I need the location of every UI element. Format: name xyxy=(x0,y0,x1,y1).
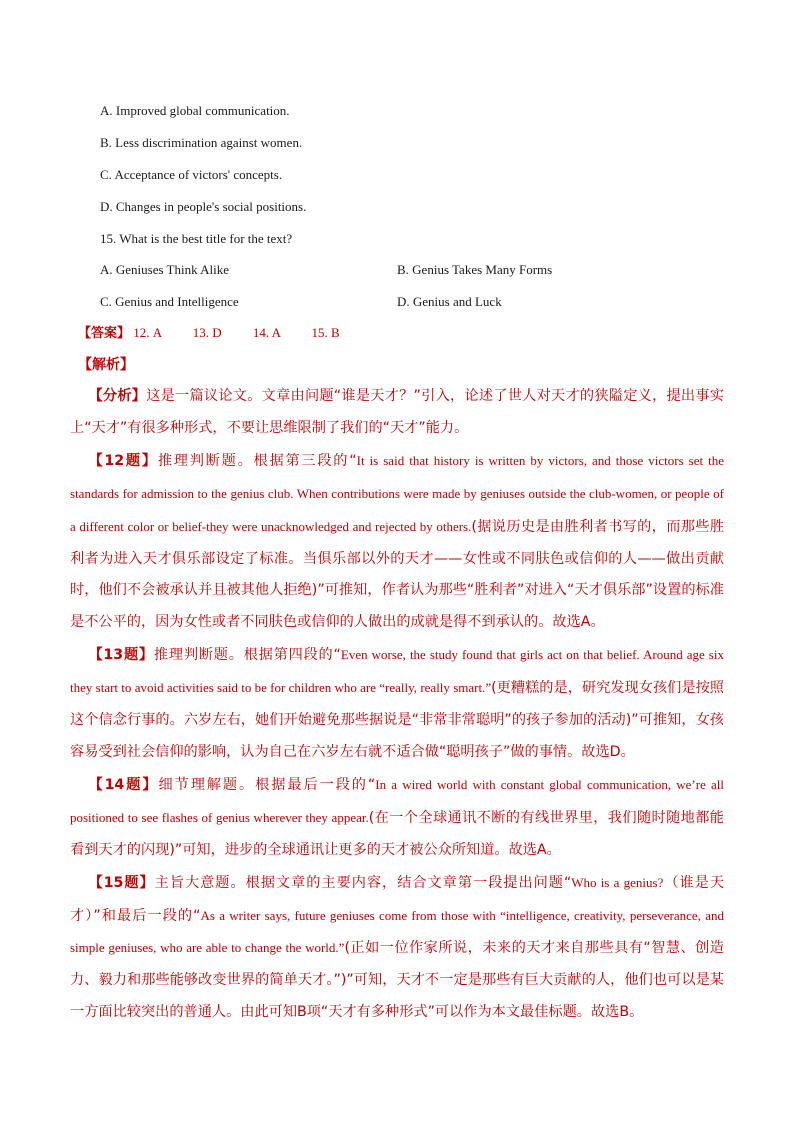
analysis-q13-quote: Even worse, the study found that girls act on that belief. Around age six they start to avoid activities said to be for children who are “really, really smart.” xyxy=(70,647,724,696)
q15-option-d: D. Genius and Luck xyxy=(397,294,502,309)
q14-option-d: D. Changes in people's social positions. xyxy=(100,199,307,214)
analysis-q12-tag: 【12题】 xyxy=(88,452,158,469)
analysis-q13-explain: (更糟糕的是，研究发现女孩们是按照这个信念行事的。六岁左右，她们开始避免那些据说是“非常非常聪明”的孩子参加的活动)”可推知，女孩容易受到社会信仰的影响，认为自己在六岁左右就不适合做“聪明孩子”做的事情。故选D。 xyxy=(70,680,724,760)
analysis-q15-tag: 【15题】 xyxy=(88,874,155,891)
analysis-q15-quote-1: Who is a genius? xyxy=(571,874,664,890)
analysis-q14-quote: In a wired world with constant global communication, we’re all positioned to see flashes of genius wherever they appear. xyxy=(70,776,725,825)
answer-item: 14. A xyxy=(252,325,281,340)
analysis-q12-explain: (据说历史是由胜利者书写的，而那些胜利者为进入天才俱乐部设定了标准。当俱乐部以外的天才——女性或不同肤色或信仰的人——做出贡献时，他们不会被承认并且被其他人拒绝)”可推知，作者认为那些“胜利者”对进入“天才俱乐部”设置的标准是不公平的，因为女性或者不同肤色或信仰的人做出的成就是得不到承认的。故选A。 xyxy=(70,518,725,631)
analysis-summary xyxy=(70,381,724,445)
analysis-q12-quote: It is said that history is written by victors, and those victors set the standards for admission to the genius club. When contributions were made by geniuses outside the club-women, or people of a different color or belief-they were unacknowledged and rejected by others. xyxy=(70,452,724,534)
analysis-q14 xyxy=(70,769,724,867)
analysis-q14-tag: 【14题】 xyxy=(88,776,159,793)
analysis-q14-text: 细节理解题。根据最后一段的“ xyxy=(158,776,376,793)
analysis-summary-text: 这是一篇议论文。文章由问题“谁是天才？”引入，论述了世人对天才的狭隘定义，提出事实上“天才”有很多种形式，不要让思维限制了我们的“天才”能力。 xyxy=(70,388,724,436)
analysis-q12 xyxy=(70,445,724,639)
analysis-q15-text: 主旨大意题。根据文章的主要内容，结合文章第一段提出问题“ xyxy=(154,874,572,891)
analysis-q15 xyxy=(70,867,724,1030)
answer-item: 15. B xyxy=(311,325,340,340)
answer-item: 13. D xyxy=(192,325,222,340)
analysis-q15-text-2: （谁是天才）”和最后一段的“ xyxy=(70,874,725,924)
analysis-q15-quote-2: As a writer says, future geniuses come from those with “intelligence, creativity, perseverance, and simple geniuses, who are able to change the world.” xyxy=(70,907,724,956)
analysis-q15-explain: (正如一位作家所说，未来的天才来自那些具有“智慧、创造力、毅力和那些能够改变世界的简单天才。”)”可知，天才不一定是那些有巨大贡献的人，他们也可以是某一方面比较突出的普通人。由此可知B项“天才有多种形式”可以作为本文最佳标题。故选B。 xyxy=(70,940,724,1021)
answer-label: 【答案】 xyxy=(78,326,131,341)
analysis-q13 xyxy=(70,639,724,769)
q14-option-c: C. Acceptance of victors' concepts. xyxy=(100,167,283,182)
q15-option-a: A. Geniuses Think Alike xyxy=(100,262,230,277)
q14-option-a: A. Improved global communication. xyxy=(100,103,290,118)
analysis-summary-tag: 【分析】 xyxy=(88,388,147,404)
q14-option-b: B. Less discrimination against women. xyxy=(100,135,303,150)
analysis-heading: 【解析】 xyxy=(78,357,134,373)
q15-option-b: B. Genius Takes Many Forms xyxy=(397,262,553,277)
analysis-q14-explain: (在一个全球通讯不断的有线世界里，我们随时随地都能看到天才的闪现)”可知，进步的全球通讯让更多的天才被公众所知道。故选A。 xyxy=(70,809,724,858)
answer-item: 12. A xyxy=(133,325,162,340)
analysis-q12-text: 推理判断题。根据第三段的“ xyxy=(157,452,357,469)
q15-question: 15. What is the best title for the text? xyxy=(100,231,293,246)
analysis-q13-tag: 【13题】 xyxy=(88,647,154,664)
q15-option-c: C. Genius and Intelligence xyxy=(100,294,239,309)
analysis-body xyxy=(70,381,724,1029)
answer-row xyxy=(78,325,340,342)
analysis-q13-text: 推理判断题。根据第四段的“ xyxy=(153,647,341,664)
